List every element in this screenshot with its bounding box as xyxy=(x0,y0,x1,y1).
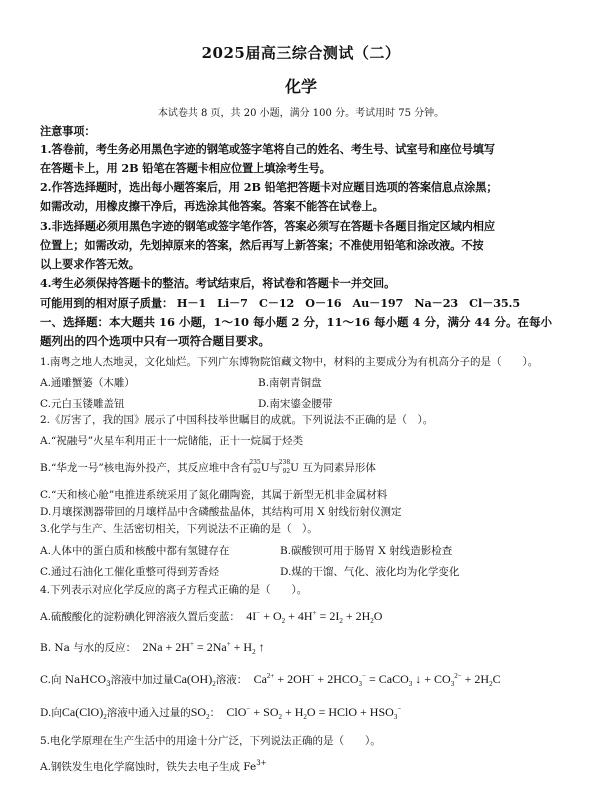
question-2-stem: 2.《厉害了，我的国》展示了中国科技举世瞩目的成就。下列说法不正确的是（ ）。 xyxy=(40,414,434,426)
question-5-option-a: A.钢铁发生电化学腐蚀时，铁失去电子生成 $Fe^{3+}$ xyxy=(40,759,267,773)
question-1-option-a: A.通雕蟹篓（木雕） xyxy=(40,377,135,389)
question-2-option-a: A.“祝融号”火星车利用正十一烷储能，正十一烷属于烃类 xyxy=(40,435,304,447)
notice-line: 如需改动，用橡皮擦干净后，再选涂其他答案。答案不能答在试卷上。 xyxy=(40,199,384,213)
section-heading-cont: 题列出的四个选项中只有一项符合题目要求。 xyxy=(40,334,270,348)
subject-title: 化学 xyxy=(284,77,317,96)
question-3-stem: 3.化学与生产、生活密切相关，下列说法不正确的是（ ）。 xyxy=(40,523,318,535)
question-1-option-b: B.南朝青铜盘 xyxy=(258,377,322,389)
exam-title: 2025届高三综合测试（二） xyxy=(201,44,401,62)
equation-c: $Ca^{2+} + 2OH^- + 2HCO_3^-$ = CaCO$_3$ ↓ + $CO_3^{2-} + 2H_2C$ xyxy=(250,672,501,688)
question-3-option-d: D.煤的干馏、气化、液化均为化学变化 xyxy=(280,566,460,578)
notice-line: 在答题卡上，用 2B 铅笔在答题卡相应位置上填涂考生号。 xyxy=(40,161,331,175)
question-1-option-d: D.南宋鎏金腰带 xyxy=(258,398,333,410)
question-4-option-d: D.向$Ca(ClO)_2$溶液中通入过量的$SO_2$： $ClO^- + SO_2 + H_2O$ = HClO + $HSO_3^-$ xyxy=(40,705,402,721)
notice-line: 以上要求作答无效。 xyxy=(40,257,140,271)
notice-heading: 注意事项： xyxy=(40,124,96,138)
nuclide-u238: 238 92 xyxy=(278,459,291,475)
question-4-option-b: B. Na 与水的反应： $2Na + 2H^+ = 2Na^+ + H_2$ ↑ xyxy=(40,640,265,656)
exam-info: 本试卷共 8 页，共 20 小题，满分 100 分。考试用时 75 分钟。 xyxy=(157,108,445,119)
question-3-option-c: C.通过石油化工催化重整可得到芳香烃 xyxy=(40,566,219,578)
notice-line: 3.非选择题必须用黑色字迹的钢笔或签字笔作答，答案必须写在答题卡各题目指定区域内相应 xyxy=(40,219,495,233)
question-1-option-c: C.元白玉镂雕盖钮 xyxy=(40,398,125,410)
question-2-option-d: D.月壤探测器带回的月壤样品中含磷酸盐晶体，其结构可用 X 射线衍射仪测定 xyxy=(40,506,402,518)
notice-line: 位置上；如需改动，先划掉原来的答案，然后再写上新答案；不准使用铅笔和涂改液。不按 xyxy=(40,238,484,252)
section-heading: 一、选择题：本大题共 16 小题，1～10 每小题 2 分，11～16 每小题 4 分，满分 44 分。在每小 xyxy=(40,315,553,329)
question-2-option-b: B.“华龙一号”核电海外投产，其反应堆中含有 235 92 U与 238 92 U 互为同素异形体 xyxy=(40,459,376,475)
equation-a: $4I^- + O_2 + 4H^+ = 2I_2 + 2H_2O$ xyxy=(243,609,383,625)
question-4-stem: 4.下列表示对应化学反应的离子方程式正确的是（ ）。 xyxy=(40,584,308,596)
equation-b: $2Na + 2H^+ = 2Na^+ + H_2$ ↑ xyxy=(139,640,265,656)
question-3-option-b: B.碳酸钡可用于肠胃 X 射线造影检查 xyxy=(280,545,453,557)
notice-line: 2.作答选择题时，选出每小题答案后，用 2B 铅笔把答题卡对应题目选项的答案信息点涂黑； xyxy=(40,180,498,194)
notice-line: 1.答卷前，考生务必用黑色字迹的钢笔或签字笔将自己的姓名、考生号、试室号和座位号填写 xyxy=(40,142,495,156)
question-4-option-a: A.硫酸酸化的淀粉碘化钾溶液久置后变蓝： $4I^- + O_2 + 4H^+ = 2I_2 + 2H_2O$ xyxy=(40,609,383,625)
nuclide-u235: 235 92 xyxy=(249,459,261,475)
question-2-option-c: C.“天和核心舱”电推进系统采用了氮化硼陶瓷，其属于新型无机非金属材料 xyxy=(40,489,388,501)
notice-line: 4.考生必须保持答题卡的整洁。考试结束后，将试卷和答题卡一并交回。 xyxy=(40,276,396,290)
question-1-stem: 1.南粤之地人杰地灵，文化灿烂。下列广东博物院馆藏文物中，材料的主要成分为有机高分子的是（ ）。 xyxy=(40,356,539,368)
question-3-option-a: A.人体中的蛋白质和核酸中都有氢键存在 xyxy=(40,545,230,557)
question-5-stem: 5.电化学原理在生产生活中的用途十分广泛，下列说法正确的是（ ）。 xyxy=(40,735,381,747)
question-4-option-c: C.向 NaHCO$_3$溶液中加过量$Ca(OH)_2$溶液： $Ca^{2+} + 2OH^- + 2HCO_3^-$ = CaCO$_3$ ↓ + $CO_3^{2-} + 2H_2C$ xyxy=(40,672,501,688)
atomic-masses: 可能用到的相对原子质量： H－1 Li－7 C－12 O－16 Au－197 Na－23 Cl－35.5 xyxy=(40,296,521,310)
equation-d: $ClO^- + SO_2 + H_2O$ = HClO + $HSO_3^-$ xyxy=(223,705,402,721)
